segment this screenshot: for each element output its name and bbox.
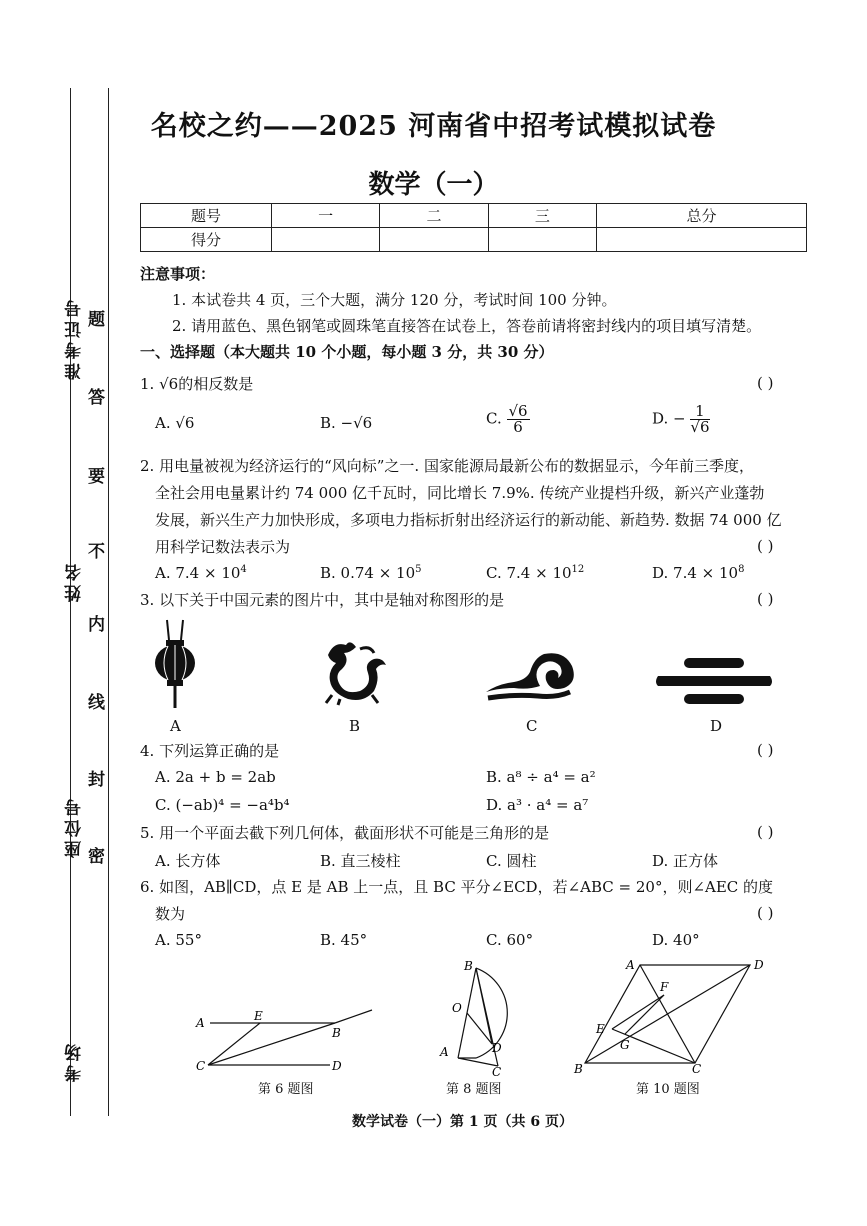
figure-10-caption: 第 10 题图 bbox=[636, 1082, 700, 1097]
figure-10 bbox=[570, 955, 770, 1080]
option-c[interactable]: C. $7.4 \times 10^{12}$ bbox=[486, 564, 585, 582]
point-label: G bbox=[620, 1038, 630, 1052]
seal-char: 答 bbox=[88, 388, 105, 408]
score-table bbox=[140, 203, 807, 252]
option-d[interactable]: D. a³ · a⁴ = a⁷ bbox=[486, 796, 589, 814]
question-2-line: 2. 用电量被视为经济运行的“风向标”之一. 国家能源局最新公布的数据显示，今年前三季度， bbox=[140, 457, 754, 475]
name-label: 姓名 bbox=[65, 560, 85, 602]
point-label: B bbox=[332, 1026, 341, 1040]
figure-8-caption: 第 8 题图 bbox=[446, 1082, 502, 1097]
question-3-stem: 3. 以下关于中国元素的图片中，其中是轴对称图形的是 bbox=[140, 591, 505, 609]
notes-heading: 注意事项： bbox=[140, 265, 216, 283]
point-label: C bbox=[692, 1062, 702, 1076]
score-cell[interactable] bbox=[488, 228, 596, 252]
answer-paren[interactable]: ( ) bbox=[757, 590, 774, 608]
option-c[interactable]: C. 圆柱 bbox=[486, 852, 537, 870]
point-label: O bbox=[452, 1001, 462, 1015]
seal-char: 封 bbox=[88, 770, 105, 790]
seal-char: 线 bbox=[88, 693, 105, 713]
option-b[interactable]: B. −√6 bbox=[320, 414, 373, 432]
score-header-cell: 总分 bbox=[597, 204, 807, 228]
page-footer: 数学试卷（一）第 1 页（共 6 页） bbox=[352, 1114, 573, 1130]
option-a[interactable]: A. 55° bbox=[155, 931, 202, 949]
option-d[interactable]: D. $7.4 \times 10^8$ bbox=[652, 564, 745, 582]
question-2-line: 用科学记数法表示为 bbox=[155, 538, 291, 556]
image-label-c: C bbox=[526, 717, 538, 735]
lantern-image[interactable] bbox=[150, 618, 200, 713]
point-label: C bbox=[492, 1065, 502, 1078]
image-label-d: D bbox=[710, 717, 723, 735]
point-label: C bbox=[196, 1059, 206, 1073]
point-label: B bbox=[574, 1062, 583, 1076]
seal-char: 题 bbox=[88, 310, 105, 330]
option-a[interactable]: A. $7.4 \times 10^4$ bbox=[155, 564, 247, 582]
point-label: D bbox=[492, 1041, 502, 1055]
point-label: A bbox=[626, 958, 635, 972]
answer-paren[interactable]: ( ) bbox=[757, 537, 774, 555]
option-d[interactable]: D. − $\frac{1}{√6}$ bbox=[652, 402, 710, 436]
seal-char: 密 bbox=[88, 847, 105, 867]
score-cell[interactable] bbox=[272, 228, 380, 252]
dragon-image[interactable] bbox=[320, 635, 392, 707]
question-2-line: 全社会用电量累计约 74 000 亿千瓦时，同比增长 7.9%. 传统产业提档升级，新兴产业蓬勃 bbox=[155, 484, 765, 502]
image-label-a: A bbox=[170, 717, 181, 735]
figure-6-caption: 第 6 题图 bbox=[258, 1082, 314, 1097]
answer-paren[interactable]: ( ) bbox=[757, 741, 774, 759]
option-b[interactable]: B. 45° bbox=[320, 931, 368, 949]
question-6-line: 数为 bbox=[155, 905, 186, 923]
score-header-cell: 题号 bbox=[141, 204, 272, 228]
option-d[interactable]: D. 40° bbox=[652, 931, 700, 949]
section-heading: 一、选择题（本大题共 10 个小题，每小题 3 分，共 30 分） bbox=[140, 343, 554, 361]
point-label: D bbox=[332, 1059, 342, 1073]
notes-item: 2. 请用蓝色、黑色钢笔或圆珠笔直接答在试卷上，答卷前请将密封线内的项目填写清楚。 bbox=[172, 317, 762, 335]
point-label: E bbox=[254, 1009, 263, 1023]
figure-6 bbox=[190, 1000, 390, 1080]
score-cell[interactable] bbox=[597, 228, 807, 252]
score-row-label: 得分 bbox=[141, 228, 272, 252]
question-6-line: 6. 如图，AB∥CD，点 E 是 AB 上一点，且 BC 平分∠ECD，若∠ABC = 20°，则∠AEC 的度 bbox=[140, 878, 774, 896]
answer-paren[interactable]: ( ) bbox=[757, 904, 774, 922]
exam-title: 名校之约——2025 河南省中招考试模拟试卷 bbox=[150, 111, 717, 142]
image-label-b: B bbox=[349, 717, 361, 735]
exam-id-label: 准考证号 bbox=[65, 296, 85, 380]
option-c[interactable]: C. 60° bbox=[486, 931, 534, 949]
cloud-image[interactable] bbox=[484, 648, 578, 708]
answer-paren[interactable]: ( ) bbox=[757, 374, 774, 392]
question-1-stem: 1. √6的相反数是 bbox=[140, 375, 254, 393]
question-4-stem: 4. 下列运算正确的是 bbox=[140, 742, 280, 760]
figure-8 bbox=[436, 958, 546, 1078]
option-a[interactable]: A. 2a + b = 2ab bbox=[155, 768, 276, 786]
room-label: 考场 bbox=[65, 1040, 85, 1082]
score-cell[interactable] bbox=[380, 228, 488, 252]
option-b[interactable]: B. $0.74 \times 10^5$ bbox=[320, 564, 422, 582]
option-a[interactable]: A. √6 bbox=[155, 414, 195, 432]
option-b[interactable]: B. a⁸ ÷ a⁴ = a² bbox=[486, 768, 596, 786]
option-d[interactable]: D. 正方体 bbox=[652, 852, 719, 870]
seal-char: 不 bbox=[88, 542, 105, 562]
answer-paren[interactable]: ( ) bbox=[757, 823, 774, 841]
seal-char: 内 bbox=[88, 615, 105, 635]
score-header-cell: 二 bbox=[380, 204, 488, 228]
cloud-pattern-image[interactable] bbox=[654, 656, 774, 706]
point-label: D bbox=[754, 958, 764, 972]
option-a[interactable]: A. 长方体 bbox=[155, 852, 221, 870]
exam-subtitle: 数学（一） bbox=[368, 170, 499, 200]
option-c[interactable]: C. $\frac{√6}{6}$ bbox=[486, 402, 528, 436]
binding-line bbox=[108, 88, 109, 1116]
seal-char: 要 bbox=[88, 467, 105, 487]
point-label: A bbox=[196, 1016, 205, 1030]
point-label: A bbox=[440, 1045, 449, 1059]
option-c[interactable]: C. (−ab)⁴ = −a⁴b⁴ bbox=[155, 796, 290, 814]
seat-label: 座位号 bbox=[65, 795, 85, 858]
point-label: B bbox=[464, 959, 473, 973]
score-header-cell: 三 bbox=[488, 204, 596, 228]
point-label: F bbox=[660, 980, 669, 994]
binding-line-inner bbox=[70, 88, 71, 1116]
option-b[interactable]: B. 直三棱柱 bbox=[320, 852, 401, 870]
question-2-line: 发展，新兴生产力加快形成，多项电力指标折射出经济运行的新动能、新趋势. 数据 74 000 亿 bbox=[155, 511, 782, 529]
point-label: E bbox=[596, 1022, 605, 1036]
notes-item: 1. 本试卷共 4 页，三个大题，满分 120 分，考试时间 100 分钟。 bbox=[172, 291, 617, 309]
question-5-stem: 5. 用一个平面去截下列几何体，截面形状不可能是三角形的是 bbox=[140, 824, 550, 842]
score-header-cell: 一 bbox=[272, 204, 380, 228]
